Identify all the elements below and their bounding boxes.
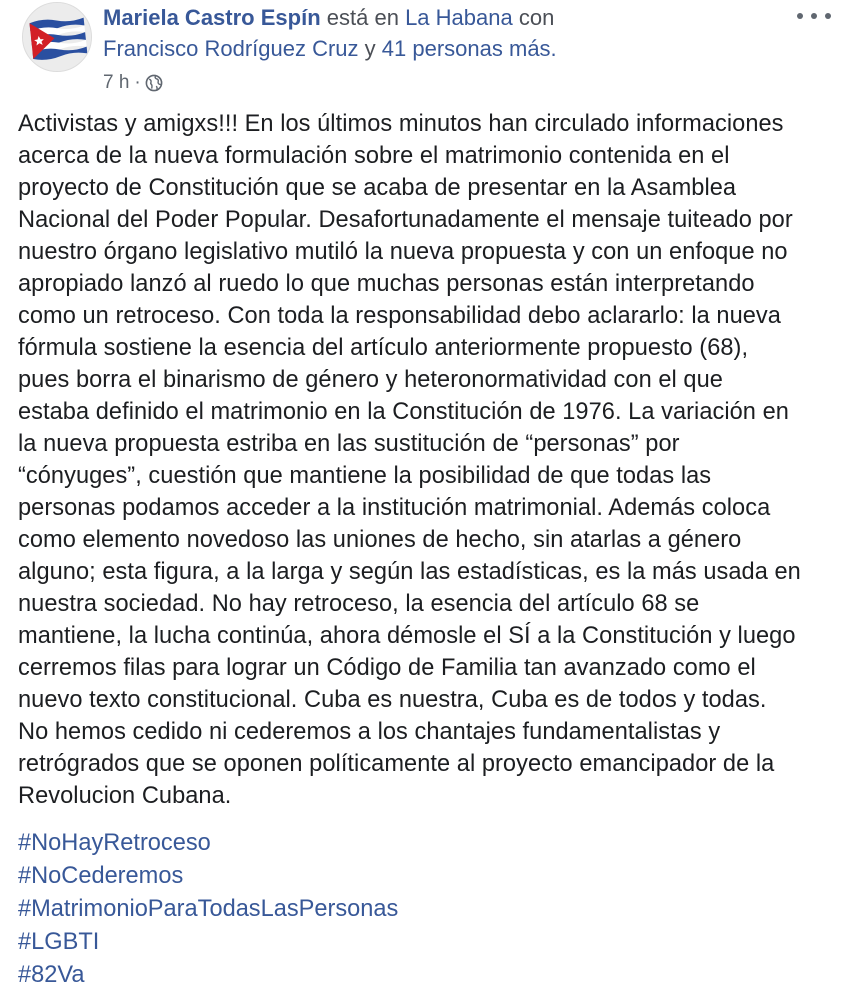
post-body-line: proyecto de Constitución que se acaba de presentar en la Asamblea xyxy=(18,175,737,201)
post-body-line: No hemos cedido ni cederemos a los chantajes fundamentalistas y xyxy=(18,719,721,745)
post-body-line: cerremos filas para lograr un Código de Familia tan avanzado como el xyxy=(18,655,756,681)
post-body-line: acerca de la nueva formulación sobre el matrimonio contenida en el xyxy=(18,143,730,169)
ellipsis-icon xyxy=(797,13,803,19)
with-connector: con xyxy=(518,5,555,30)
post-body-line: “cónyuges”, cuestión que mantiene la posibilidad de que todas las xyxy=(18,463,712,489)
globe-icon[interactable] xyxy=(145,74,163,92)
post-timestamp[interactable]: 7 h xyxy=(103,72,130,93)
ellipsis-icon xyxy=(811,13,817,19)
author-avatar[interactable] xyxy=(22,2,92,72)
post-body-text xyxy=(18,108,833,812)
more-options-button[interactable] xyxy=(797,6,831,26)
hashtag-link[interactable]: #MatrimonioParaTodasLasPersonas xyxy=(18,896,399,922)
post-body-line: nuevo texto constitucional. Cuba es nuestra, Cuba es de todos y todas. xyxy=(18,687,767,713)
post-body-line: retrógrados que se oponen políticamente al proyecto emancipador de la xyxy=(18,751,775,777)
post-body-line: nuestra sociedad. No hay retroceso, la esencia del artículo 68 se xyxy=(18,591,700,617)
post-body-line: alguno; esta figura, a la larga y según las estadísticas, es la más usada en xyxy=(18,559,801,585)
post-body-line: Activistas y amigxs!!! En los últimos minutos han circulado informaciones xyxy=(18,111,784,137)
others-link[interactable]: 41 personas más. xyxy=(381,36,557,61)
ellipsis-icon xyxy=(825,13,831,19)
post-body-line: Revolucion Cubana. xyxy=(18,783,232,809)
meta-separator: · xyxy=(134,72,141,93)
post-body-line: como elemento novedoso las uniones de hecho, sin atarlas a género xyxy=(18,527,742,553)
post-body-line: la nueva propuesta estriba en las sustitución de “personas” por xyxy=(18,431,680,457)
post-body-line: apropiado lanzó al ruedo lo que muchas personas están interpretando xyxy=(18,271,755,297)
post-body-line: como un retroceso. Con toda la responsabilidad debo aclararlo: la nueva xyxy=(18,303,781,329)
post-meta xyxy=(103,70,163,96)
post-body-line: estaba definido el matrimonio en la Constitución de 1976. La variación en xyxy=(18,399,789,425)
hashtag-link[interactable]: #NoCederemos xyxy=(18,863,184,889)
location-link[interactable]: La Habana xyxy=(405,5,513,30)
post-body-line: personas podamos acceder a la institución matrimonial. Además coloca xyxy=(18,495,771,521)
header-line-2 xyxy=(103,34,793,64)
location-connector: está en xyxy=(326,5,399,30)
post-body-line: nuestro órgano legislativo mutiló la nueva propuesta y con un enfoque no xyxy=(18,239,788,265)
hashtag-list xyxy=(18,827,398,992)
header-line-1 xyxy=(103,3,793,33)
post-header xyxy=(0,0,847,100)
post-body-line: fórmula sostiene la esencia del artículo anteriormente propuesto (68), xyxy=(18,335,749,361)
cuban-flag-avatar-icon xyxy=(23,3,91,71)
post-body-line: mantiene, la lucha continúa, ahora démosle el SÍ a la Constitución y luego xyxy=(18,623,796,649)
hashtag-link[interactable]: #NoHayRetroceso xyxy=(18,830,211,856)
post-body-line: Nacional del Poder Popular. Desafortunadamente el mensaje tuiteado por xyxy=(18,207,793,233)
post-body-line: pues borra el binarismo de género y heteronormatividad con el que xyxy=(18,367,723,393)
and-connector: y xyxy=(364,36,376,61)
hashtag-link[interactable]: #82Va xyxy=(18,962,85,988)
author-name-link[interactable]: Mariela Castro Espín xyxy=(103,5,321,30)
tagged-person-link[interactable]: Francisco Rodríguez Cruz xyxy=(103,36,359,61)
hashtag-link[interactable]: #LGBTI xyxy=(18,929,100,955)
